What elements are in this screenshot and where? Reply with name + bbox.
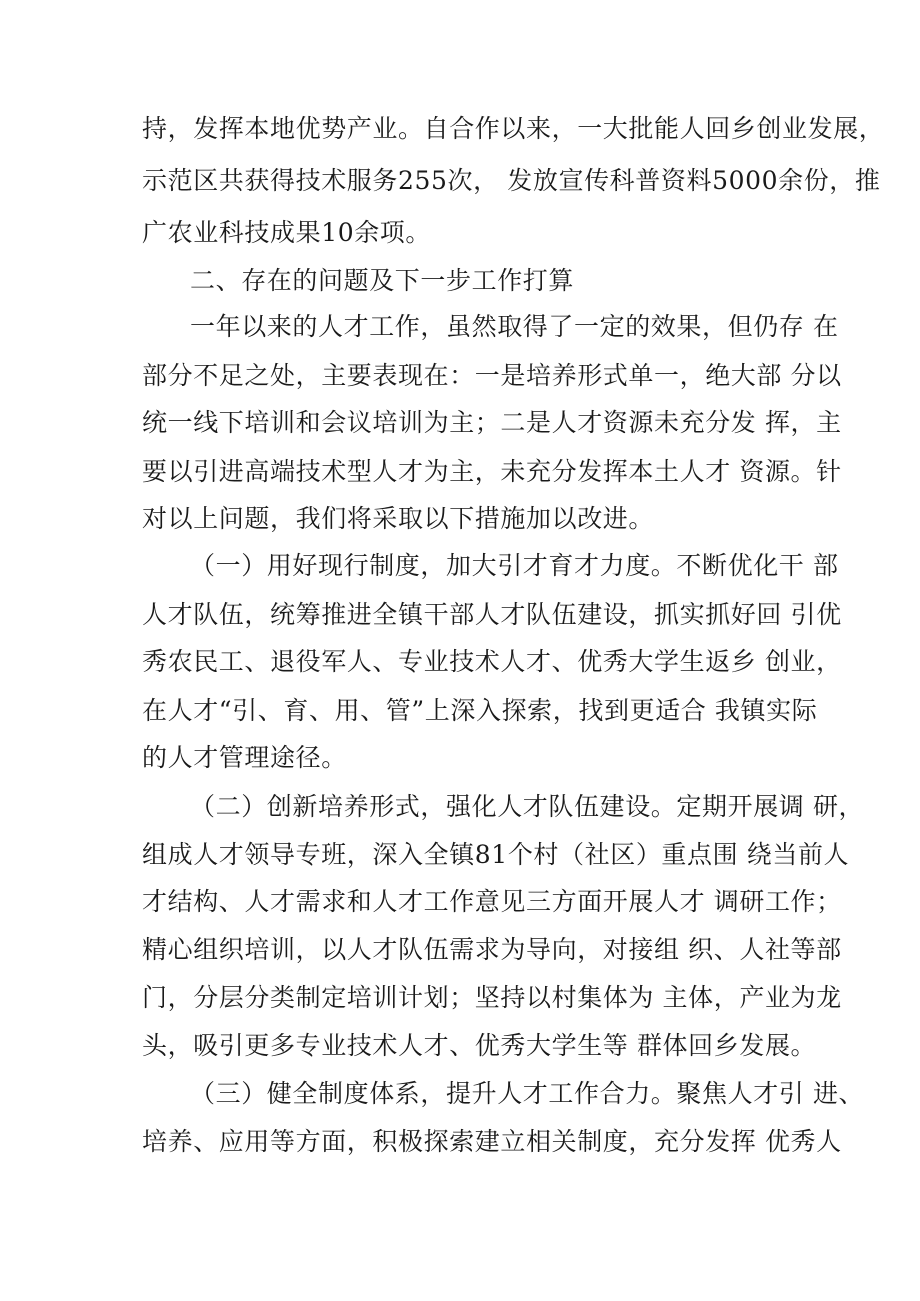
body-text-line: 才结构、人才需求和人才工作意见三方面开展人才 调研工作； [142, 887, 842, 916]
body-text-line: 示范区共获得技术服务255次， 发放宣传科普资料5000余份，推 [142, 166, 881, 195]
section-heading: 二、存在的问题及下一步工作打算 [190, 266, 575, 295]
body-text-line: 要以引进高端技术型人才为主，未充分发挥本土人才 资源。针 [142, 457, 842, 486]
subsection-line: （一）用好现行制度，加大引才育才力度。不断优化干 部 [190, 551, 839, 580]
body-text-line: 的人才管理途径。 [142, 743, 347, 772]
body-text-line: 持，发挥本地优势产业。自合作以来，一大批能人回乡创业发展， [142, 114, 885, 143]
body-text-line: 精心组织培训，以人才队伍需求为导向，对接组 织、人社等部 [142, 935, 842, 964]
body-text-line: 统一线下培训和会议培训为主；二是人才资源未充分发 挥，主 [142, 408, 842, 437]
body-text-line: 一年以来的人才工作，虽然取得了一定的效果，但仍存 在 [190, 312, 839, 341]
body-text-line: 头，吸引更多专业技术人才、优秀大学生等 群体回乡发展。 [142, 1031, 817, 1060]
body-text-line: 门，分层分类制定培训计划；坚持以村集体为 主体，产业为龙 [142, 983, 842, 1012]
body-text-line: 人才队伍，统筹推进全镇干部人才队伍建设，抓实抓好回 引优 [142, 600, 842, 629]
body-text-line: 广农业科技成果10余项。 [142, 218, 432, 247]
subsection-line: （三）健全制度体系，提升人才工作合力。聚焦人才引 进、 [190, 1079, 865, 1108]
body-text-line: 培养、应用等方面，积极探索建立相关制度，充分发挥 优秀人 [142, 1127, 842, 1156]
subsection-line: （二）创新培养形式，强化人才队伍建设。定期开展调 研， [190, 792, 865, 821]
body-text-line: 在人才“引、育、用、管”上深入探索，找到更适合 我镇实际 [142, 696, 818, 725]
body-text-line: 部分不足之处，主要表现在：一是培养形式单一，绝大部 分以 [142, 361, 842, 390]
body-text-line: 组成人才领导专班，深入全镇81个村（社区）重点围 绕当前人 [142, 840, 850, 869]
body-text-line: 对以上问题，我们将采取以下措施加以改进。 [142, 504, 655, 533]
body-text-line: 秀农民工、退役军人、专业技术人才、优秀大学生返乡 创业， [142, 647, 842, 676]
